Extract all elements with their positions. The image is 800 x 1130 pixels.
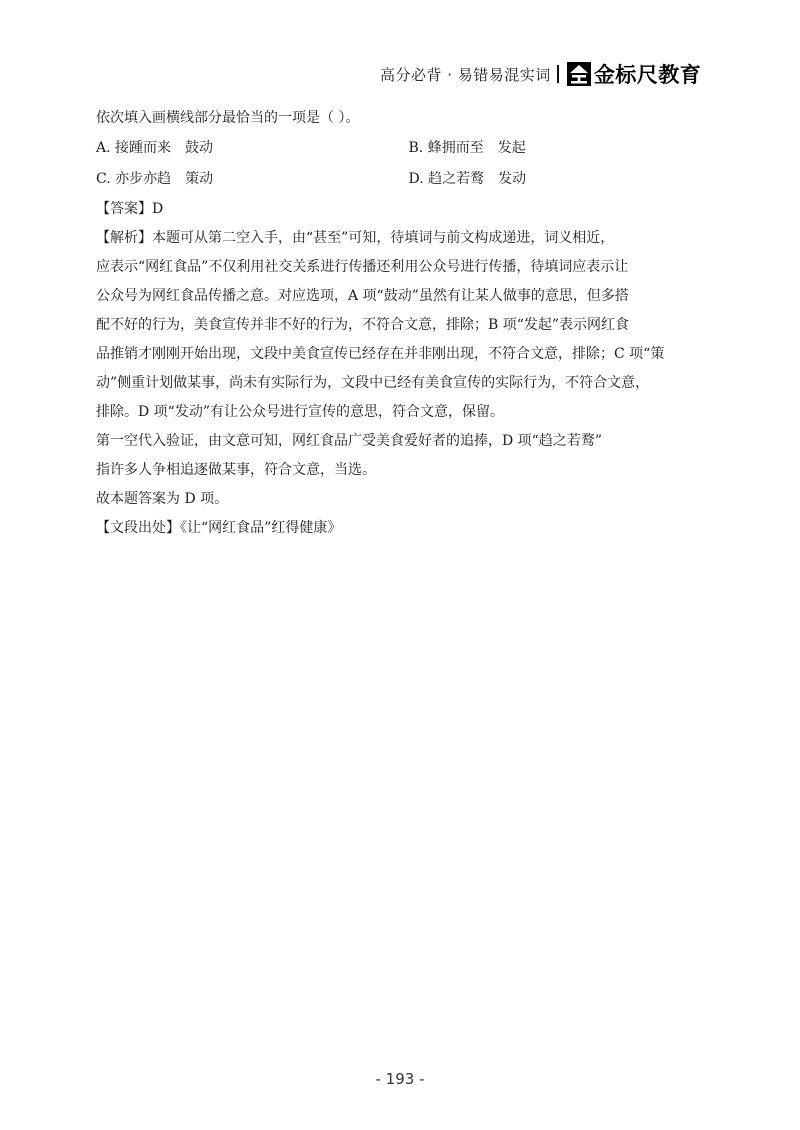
- options-row-2: [96, 164, 721, 195]
- analysis-line: 品推销才刚刚开始出现，文段中美食宣传已经存在并非刚出现，不符合文意，排除；C 项“策: [96, 346, 665, 362]
- option-b: B. 蜂拥而至 发起: [408, 140, 526, 156]
- analysis-line: 动”侧重计划做某事，尚未有实际行为，文段中已经有美食宣传的实际行为，不符合文意，: [96, 375, 650, 391]
- option-d: D. 趋之若鹜 发动: [408, 171, 527, 187]
- analysis-line: 【解析】本题可从第二空入手，由“甚至”可知，待填词与前文构成递进，词义相近，: [96, 230, 615, 246]
- verification-line: 第一空代入验证，由文意可知，网红食品广受美食爱好者的追捧，D 项“趋之若鹜”: [96, 433, 602, 449]
- page-header: [380, 60, 701, 88]
- analysis-line: 排除。D 项“发动”有让公众号进行宣传的意思，符合文意，保留。: [96, 404, 504, 420]
- page-content: [96, 104, 721, 543]
- options-row-1: [96, 133, 721, 164]
- source-citation: 【文段出处】《让“网红食品”红得健康》: [96, 520, 342, 536]
- option-a: A. 接踵而来 鼓动: [96, 140, 214, 156]
- analysis-line: 配不好的行为，美食宣传并非不好的行为，不符合文意，排除；B 项“发起”表示网红食: [96, 317, 630, 333]
- brand-logo: [567, 59, 702, 89]
- verification-paragraph: [96, 427, 721, 485]
- analysis-line: 公众号为网红食品传播之意。对应选项，A 项“鼓动”虽然有让某人做事的意思，但多搭: [96, 288, 629, 304]
- analysis-line: 应表示“网红食品”不仅利用社交关系进行传播还利用公众号进行传播，待填词应表示让: [96, 259, 629, 275]
- brand-logo-icon: [567, 62, 591, 86]
- conclusion: 故本题答案为 D 项。: [96, 491, 229, 507]
- brand-name: 金标尺教育: [593, 63, 702, 87]
- page-number: - 193 -: [375, 1070, 425, 1088]
- option-c: C. 亦步亦趋 策动: [96, 171, 214, 187]
- header-divider: [557, 65, 559, 83]
- analysis-paragraph: [96, 224, 721, 427]
- question-stem: 依次填入画横线部分最恰当的一项是（ ）。: [96, 110, 360, 126]
- header-tagline: 高分必背 · 易错易混实词: [380, 65, 551, 84]
- answer: 【答案】D: [96, 201, 164, 217]
- verification-line: 指许多人争相追逐做某事，符合文意，当选。: [96, 462, 376, 478]
